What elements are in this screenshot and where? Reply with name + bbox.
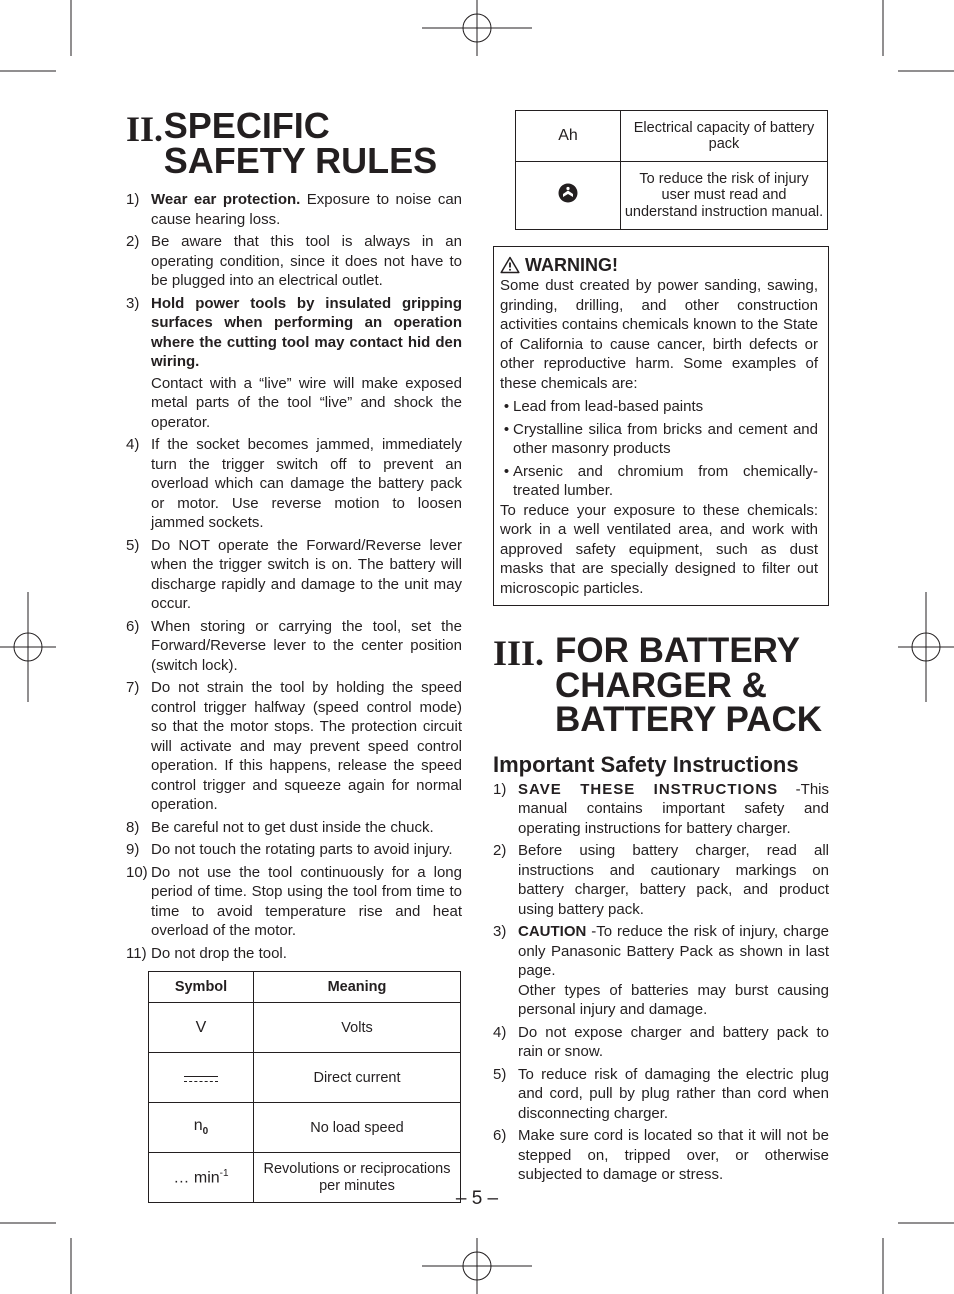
symbol-subscript: 0 [202, 1126, 209, 1138]
item-text: Be aware that this tool is always in an operating condition, since it does not have to be plugged into an electrical outlet. [151, 233, 462, 289]
item-text: -To reduce the risk of injury, charge only Panasonic Battery Pack as shown in last page. [518, 923, 829, 979]
list-item [126, 435, 462, 533]
item-text: Do not expose charger and battery pack to rain or snow. [518, 1023, 829, 1060]
specific-safety-rules-list [126, 190, 462, 963]
list-item [126, 818, 462, 838]
item-number: 6) [493, 1127, 507, 1144]
item-text: Do NOT operate the Forward/Reverse lever when the trigger switch is on. The battery will discharge rapidly and damage to the unit may occur. [151, 536, 462, 612]
item-number: 4) [126, 436, 140, 453]
charger-safety-rules-list [493, 780, 829, 1185]
table-row [516, 162, 828, 230]
list-item [126, 863, 462, 941]
section-ii-numeral: II. [126, 109, 164, 149]
item-text: Make sure cord is located so that it will not be stepped on, tripped over, or otherwise subjected to damage or stress. [518, 1127, 829, 1183]
table-row [516, 111, 828, 162]
right-column [493, 108, 829, 1188]
section-iii-heading [555, 631, 829, 739]
item-bold-text: Wear ear protection. [151, 191, 301, 208]
warning-box [493, 246, 829, 606]
item-text: Do not touch the rotating parts to avoid injury. [151, 841, 453, 858]
list-item [500, 420, 818, 459]
direct-current-icon [184, 1076, 218, 1082]
symbol-cell [516, 162, 621, 230]
list-item [493, 780, 829, 839]
bullet-text: Lead from lead-based paints [513, 398, 704, 415]
item-number: 2) [126, 233, 140, 250]
list-item [126, 190, 462, 229]
meaning-cell: Volts [254, 1003, 461, 1053]
warning-triangle-icon [500, 256, 520, 274]
item-text: Be careful not to get dust inside the chuck. [151, 818, 434, 836]
section-iii-title [493, 631, 829, 739]
list-item [126, 232, 462, 291]
column-header-meaning: Meaning [254, 972, 461, 1003]
meaning-cell: No load speed [254, 1103, 461, 1153]
list-item [493, 922, 829, 1020]
item-bold-text: Hold power tools by insulated gripping surfaces when performing an operation where the cutting tool may contact hid den wiring. [151, 294, 462, 370]
item-number: 1) [493, 780, 507, 798]
list-item [500, 462, 818, 501]
symbol-text: … min [173, 1169, 220, 1187]
item-number: 5) [493, 1065, 507, 1083]
list-item [126, 840, 462, 860]
item-text: Do not drop the tool. [151, 944, 287, 962]
list-item [493, 1065, 829, 1124]
item-number: 7) [126, 679, 140, 696]
item-number: 5) [126, 536, 140, 554]
item-extra-text: Contact with a “live” wire will make exposed metal parts of the tool “live” and shock the operator. [151, 374, 462, 431]
section-iii-numeral: III. [493, 633, 545, 673]
item-number: 8) [126, 818, 140, 836]
symbol-superscript: -1 [219, 1167, 229, 1179]
item-text: Do not use the tool continuously for a long period of time. Stop using the tool from time to time to avoid temperature rise and heat overload of the motor. [151, 863, 462, 939]
section-iii-heading-line3: BATTERY PACK [555, 700, 823, 739]
item-extra-text: Other types of batteries may burst causing personal injury and damage. [518, 981, 829, 1018]
warning-bullets [500, 397, 818, 501]
symbol-cell: Ah [516, 111, 621, 162]
bullet: • [503, 462, 510, 480]
symbol-cell [149, 1053, 254, 1103]
item-text: -This manual contains important safety and operating instructions for battery charger. [518, 780, 829, 837]
list-item [126, 294, 462, 433]
meaning-cell: Revolutions or reciprocations per minutes [254, 1153, 461, 1203]
item-text: If the socket becomes jammed, immediately turn the trigger switch off to prevent an overload which can damage the battery pack or motor. Use reverse motion to loosen jammed sockets. [151, 436, 462, 531]
warning-intro: Some dust created by power sanding, sawing, grinding, drilling, and other construction activities contains chemicals known to the State of California to cause cancer, birth defects or other reproductive harm. Some examples of these chemicals are: [500, 277, 818, 392]
read-manual-icon [557, 182, 579, 204]
warning-title: WARNING! [525, 255, 618, 275]
warning-header [500, 254, 818, 276]
section-ii-heading-line1: SPECIFIC [163, 105, 330, 146]
list-item [126, 678, 462, 815]
item-number: 3) [126, 294, 140, 312]
list-item [500, 397, 818, 417]
item-text: Exposure to noise can cause hearing loss. [151, 191, 462, 228]
item-text: When storing or carrying the tool, set the Forward/Reverse lever to the center position (switch lock). [151, 617, 462, 674]
item-number: 11) [126, 944, 147, 962]
symbol-cell [149, 1103, 254, 1153]
item-bold-text: SAVE THESE INSTRUCTIONS [518, 780, 779, 798]
bullet-text: Crystalline silica from bricks and cement and other masonry products [513, 420, 818, 457]
meaning-cell: Electrical capacity of battery pack [621, 111, 828, 162]
section-iii-heading-line2: CHARGER & [555, 665, 767, 705]
item-number: 9) [126, 841, 140, 858]
warning-outro: To reduce your exposure to these chemicals: work in a well ventilated area, and work with approved safety equipment, such as dust masks that are specially designed to filter out microscopic particles. [500, 501, 818, 597]
section-ii-title [126, 105, 462, 181]
symbol-table [148, 971, 461, 1203]
table-header-row [149, 972, 461, 1003]
important-safety-instructions-heading: Important Safety Instructions [493, 751, 799, 777]
item-text: Before using battery charger, read all instructions and cautionary markings on battery charger, battery pack, and product using battery pack. [518, 842, 829, 918]
left-column [126, 105, 462, 1203]
symbol-table-continued [515, 110, 828, 230]
list-item [493, 1126, 829, 1185]
item-bold-text: CAUTION [518, 923, 587, 940]
list-item [493, 1023, 829, 1062]
item-number: 2) [493, 842, 507, 859]
item-number: 1) [126, 191, 140, 208]
symbol-cell: V [149, 1003, 254, 1053]
bullet: • [503, 398, 510, 415]
table-row [149, 1103, 461, 1153]
symbol-text: n [193, 1117, 203, 1135]
item-text: Do not strain the tool by holding the speed control trigger halfway (speed control mode) so that the motor stops. The protection circuit will activate and may prevent speed control operation. If this happens, release the speed control trigger and squeeze again for normal operation. [151, 679, 462, 813]
item-number: 3) [493, 923, 507, 940]
bullet-text: Arsenic and chromium from chemically-treated lumber. [513, 462, 818, 499]
meaning-cell: Direct current [254, 1053, 461, 1103]
column-header-symbol: Symbol [149, 972, 254, 1003]
page-number: – 5 – [455, 1188, 499, 1209]
item-number: 10) [126, 863, 148, 881]
table-row [149, 1003, 461, 1053]
meaning-cell: To reduce the risk of injury user must read and understand instruction manual. [621, 162, 828, 230]
list-item [126, 617, 462, 676]
table-row [149, 1053, 461, 1103]
section-ii-heading-line2: SAFETY RULES [163, 140, 438, 181]
list-item [126, 944, 462, 964]
item-number: 6) [126, 617, 140, 635]
list-item [493, 841, 829, 919]
item-number: 4) [493, 1023, 507, 1041]
section-iii-heading-line1: FOR BATTERY [555, 631, 800, 670]
section-ii-heading [163, 105, 462, 181]
item-text: To reduce risk of damaging the electric plug and cord, pull by plug rather than cord when disconnecting charger. [518, 1065, 829, 1122]
list-item [126, 536, 462, 614]
bullet: • [503, 420, 510, 438]
